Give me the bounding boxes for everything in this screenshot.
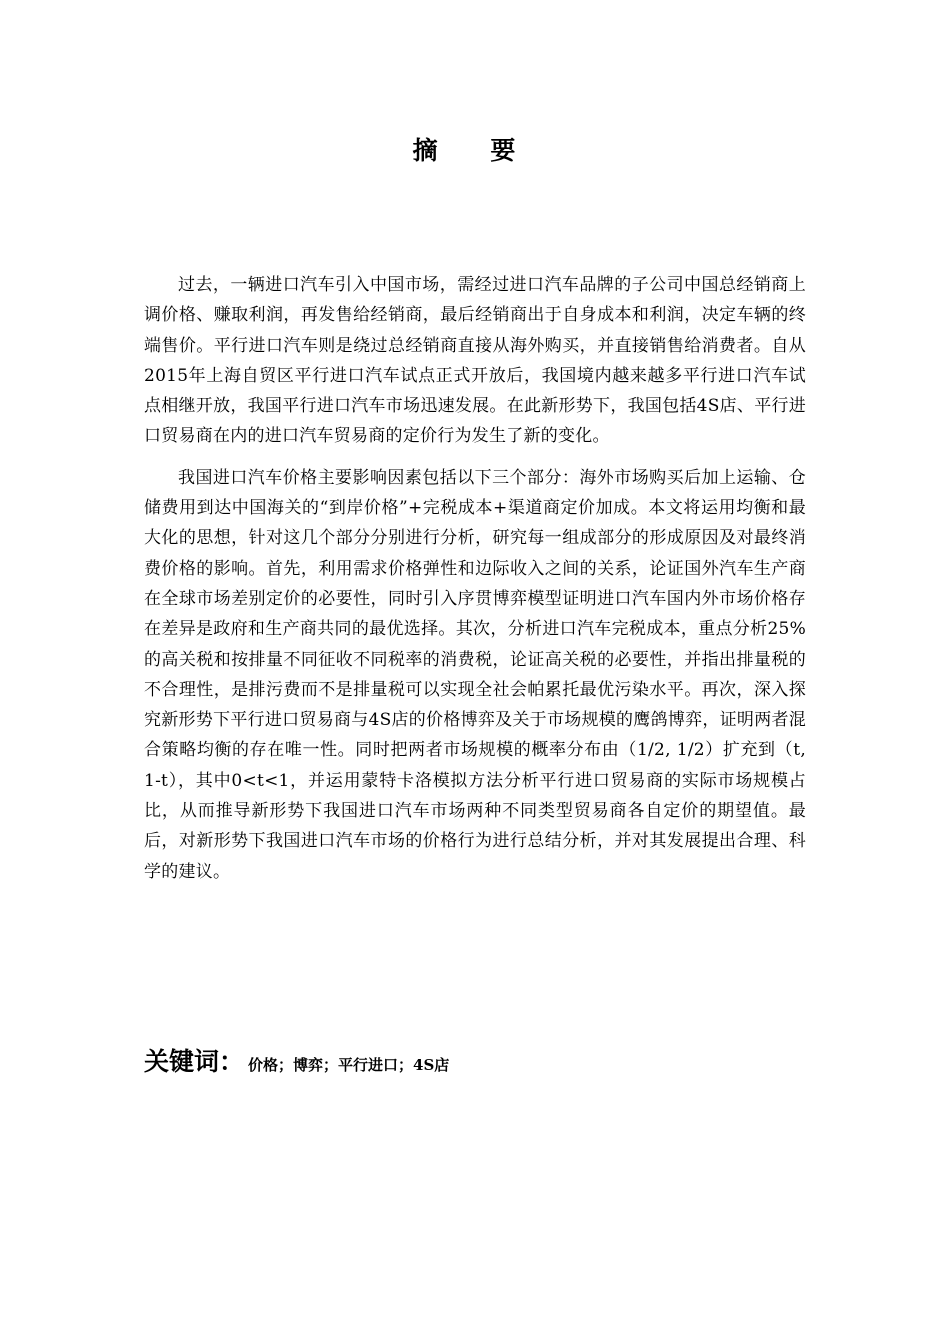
page-title: 摘 要 xyxy=(412,136,538,165)
abstract-paragraph-1: 过去，一辆进口汽车引入中国市场，需经过进口汽车品牌的子公司中国总经销商上调价格、赚取利润，再发售给经销商，最后经销商出于自身成本和利润，决定车辆的终端售价。平行进口汽车则是绕过总经销商直接从海外购买，并直接销售给消费者。自从2015年上海自贸区平行进口汽车试点正式开放后，我国境内越来越多平行进口汽车试点相继开放，我国平行进口汽车市场迅速发展。在此新形势下，我国包括4S店、平行进口贸易商在内的进口汽车贸易商的定价行为发生了新的变化。 xyxy=(144,275,806,447)
keywords-value: 价格；博弈；平行进口；4S店 xyxy=(248,1056,450,1074)
abstract-paragraph-2: 我国进口汽车价格主要影响因素包括以下三个部分：海外市场购买后加上运输、仓储费用到达中国海关的“到岸价格”+完税成本+渠道商定价加成。本文将运用均衡和最大化的思想，针对这几个部分分别进行分析，研究每一组成部分的形成原因及对最终消费价格的影响。首先，利用需求价格弹性和边际收入之间的关系，论证国外汽车生产商在全球市场差别定价的必要性，同时引入序贯博弈模型证明进口汽车国内外市场价格存在差异是政府和生产商共同的最优选择。其次，分析进口汽车完税成本，重点分析25%的高关税和按排量不同征收不同税率的消费税，论证高关税的必要性，并指出排量税的不合理性，是排污费而不是排量税可以实现全社会帕累托最优污染水平。再次，深入探究新形势下平行进口贸易商与4S店的价格博弈及关于市场规模的鹰鸽博弈，证明两者混合策略均衡的存在唯一性。同时把两者市场规模的概率分布由（1/2, 1/2）扩充到（t, 1-t），其中0<t<1，并运用蒙特卡洛模拟方法分析平行进口贸易商的实际市场规模占比，从而推导新形势下我国进口汽车市场两种不同类型贸易商各自定价的期望值。最后，对新形势下我国进口汽车市场的价格行为进行总结分析，并对其发展提出合理、科学的建议。 xyxy=(144,467,806,882)
keywords-line xyxy=(144,1042,806,1085)
keywords-label: 关键词： xyxy=(144,1047,245,1076)
abstract-body xyxy=(144,270,806,887)
